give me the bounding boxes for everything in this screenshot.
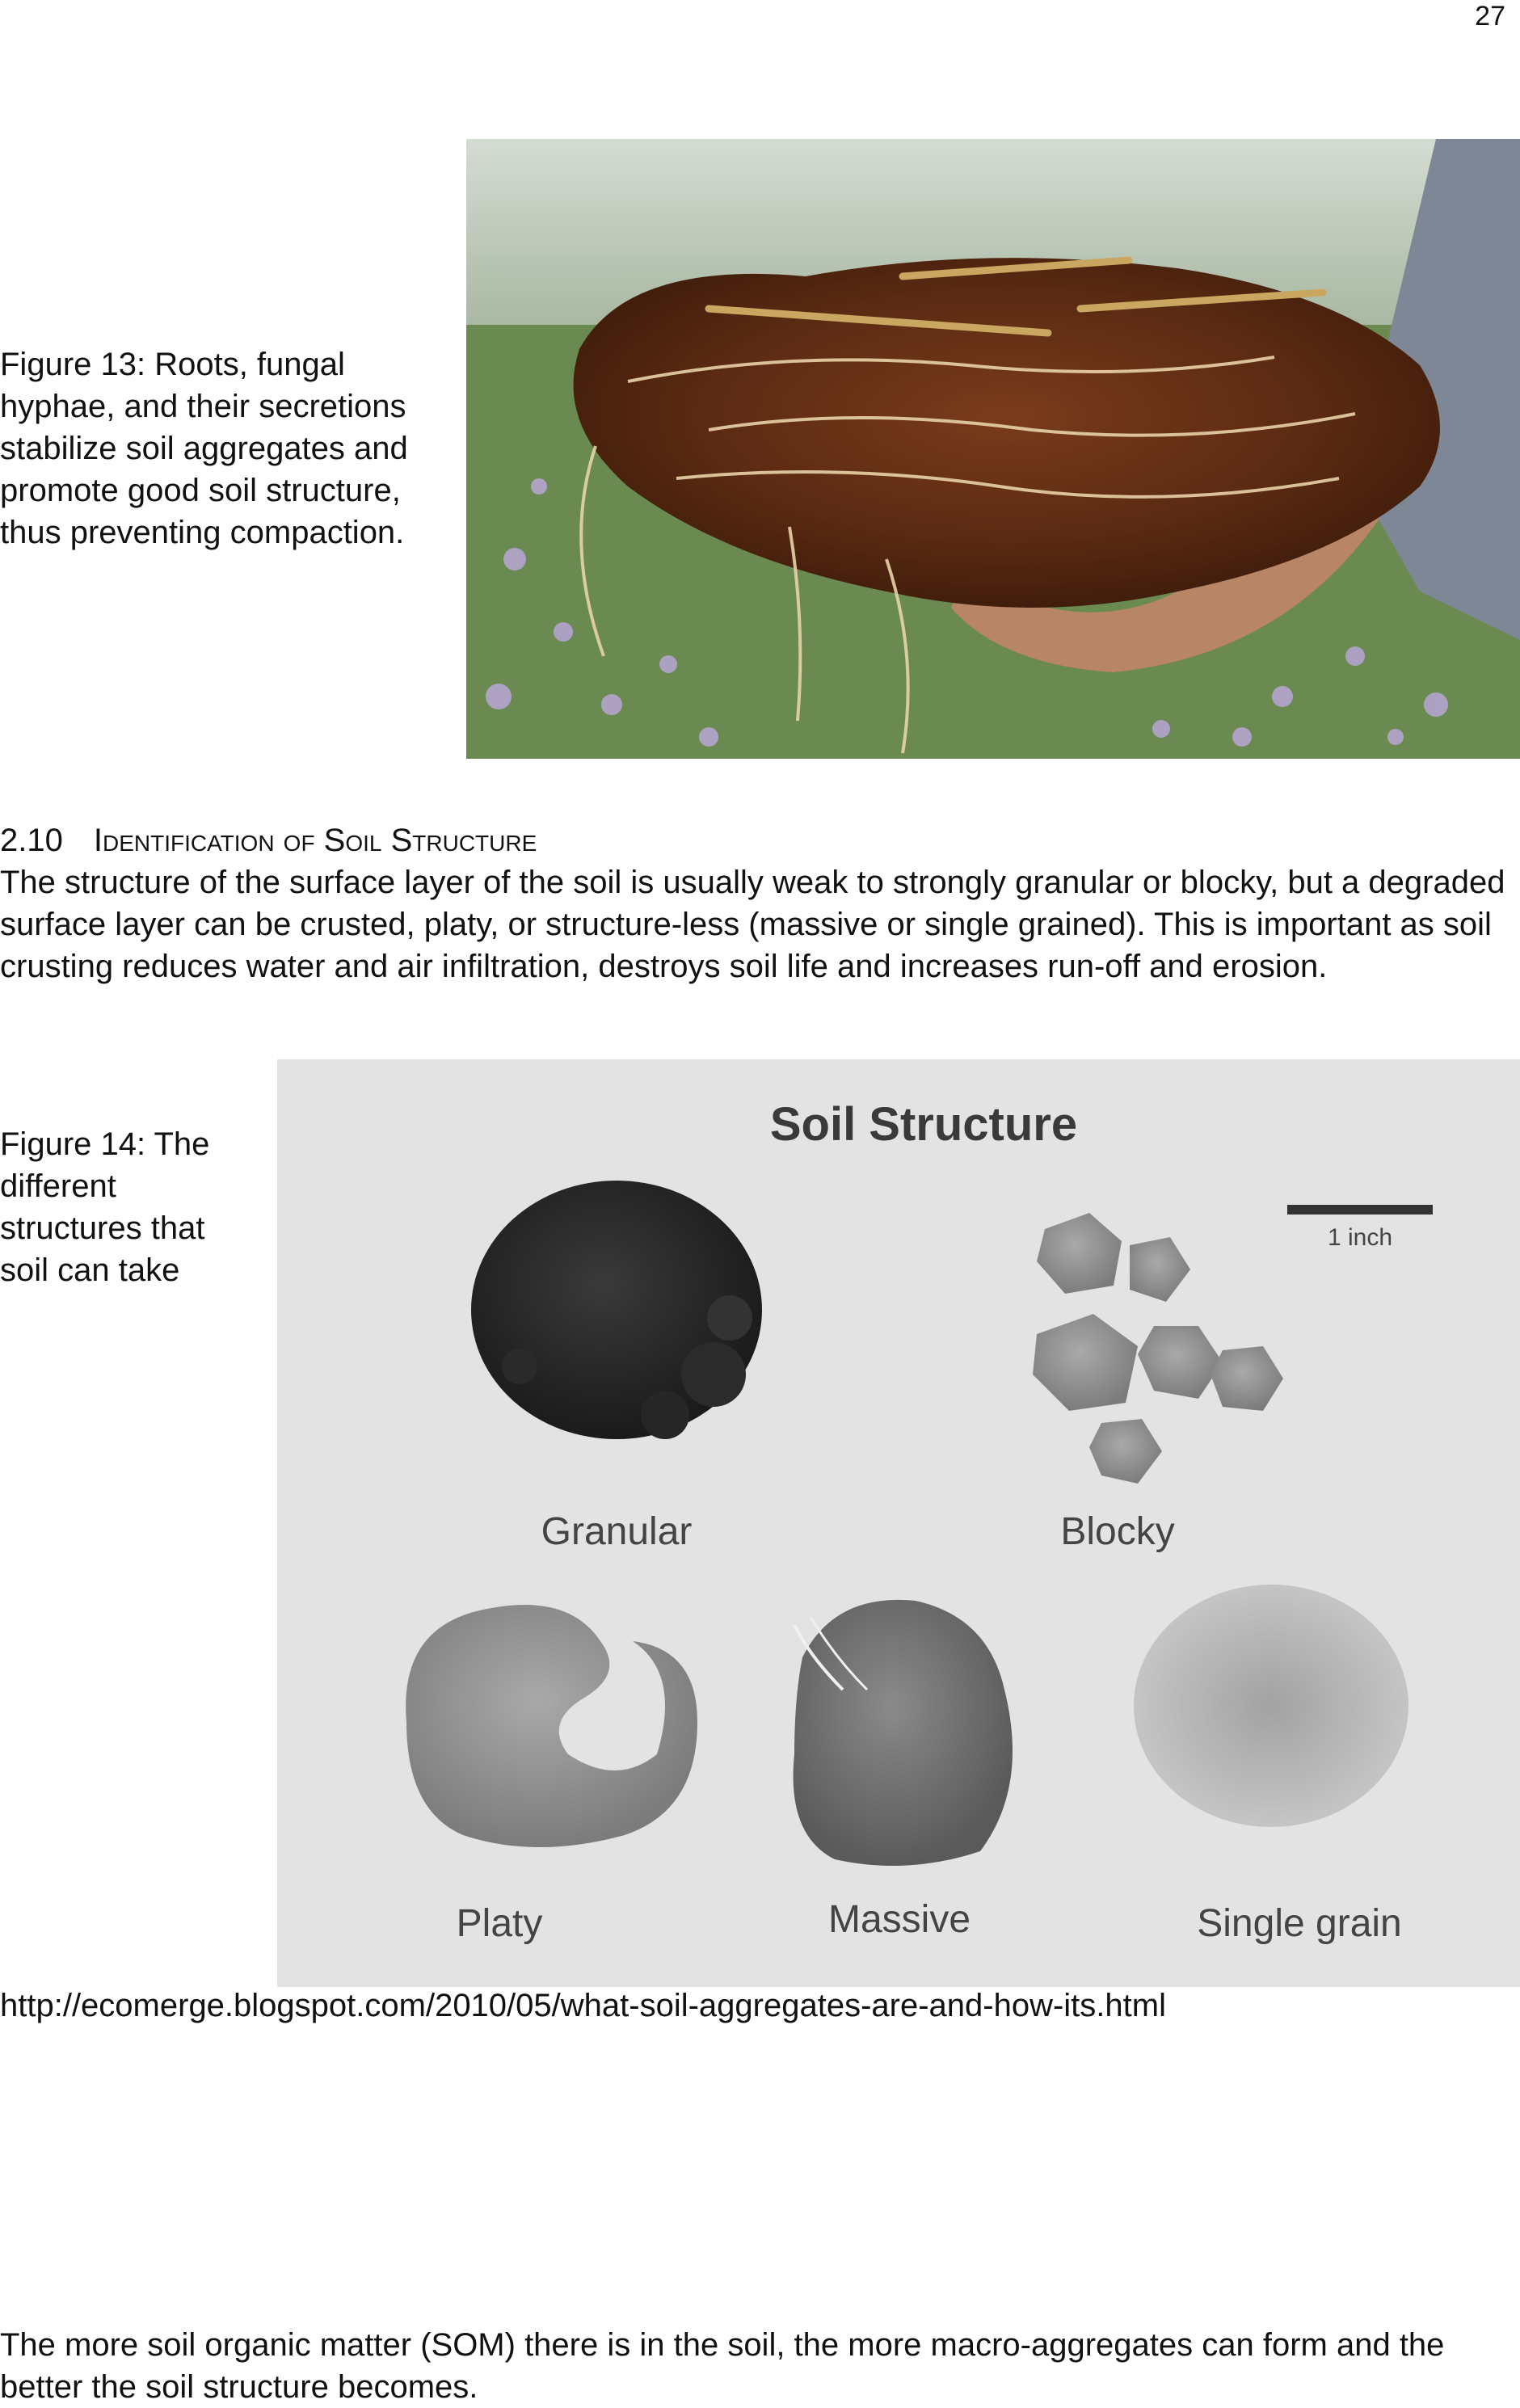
label-platy: Platy	[456, 1902, 543, 1945]
section-number: 2.10	[0, 823, 63, 858]
scale-label: 1 inch	[1327, 1224, 1393, 1251]
page-number: 27	[1475, 1, 1505, 32]
scale-bar	[1287, 1205, 1433, 1215]
figure-14-caption: Figure 14: The different structures that soil can take	[0, 1126, 210, 1288]
figure-13-caption: Figure 13: Roots, fungal hyphae, and their secretions stabilize soil aggregates and promote good soil structure, thus preventing compaction.	[0, 347, 408, 550]
massive-sample	[794, 1600, 1013, 1866]
label-massive: Massive	[827, 1898, 971, 1941]
label-blocky: Blocky	[1060, 1510, 1175, 1553]
granular-sample	[471, 1181, 762, 1439]
figure-14-photo	[277, 1059, 1520, 1987]
single-grain-sample	[1134, 1585, 1408, 1827]
label-single-grain: Single grain	[1197, 1902, 1402, 1945]
figure-14-image-title: Soil Structure	[769, 1098, 1078, 1151]
section-heading	[0, 819, 537, 861]
figure-14-source-url[interactable]: http://ecomerge.blogspot.com/2010/05/what-soil-aggregates-are-and-how-its.html	[0, 1988, 1166, 2023]
label-granular: Granular	[541, 1510, 693, 1553]
section-paragraph: The structure of the surface layer of the soil is usually weak to strongly granular or blocky, but a degraded surface layer can be crusted, platy, or structure-less (massive or single grained). This is important as soil crusting reduces water and air infiltration, destroys soil life and increases run-off and erosion.	[0, 865, 1505, 984]
soil-structure-chart-image	[277, 1059, 1520, 1987]
closing-paragraph: The more soil organic matter (SOM) there is in the soil, the more macro-aggregates can form and the better the soil structure becomes.	[0, 2327, 1445, 2405]
figure-13-photo	[466, 139, 1520, 759]
roots-soil-clump-illustration	[466, 139, 1520, 759]
section-title: Identification of Soil Structure	[93, 823, 537, 858]
